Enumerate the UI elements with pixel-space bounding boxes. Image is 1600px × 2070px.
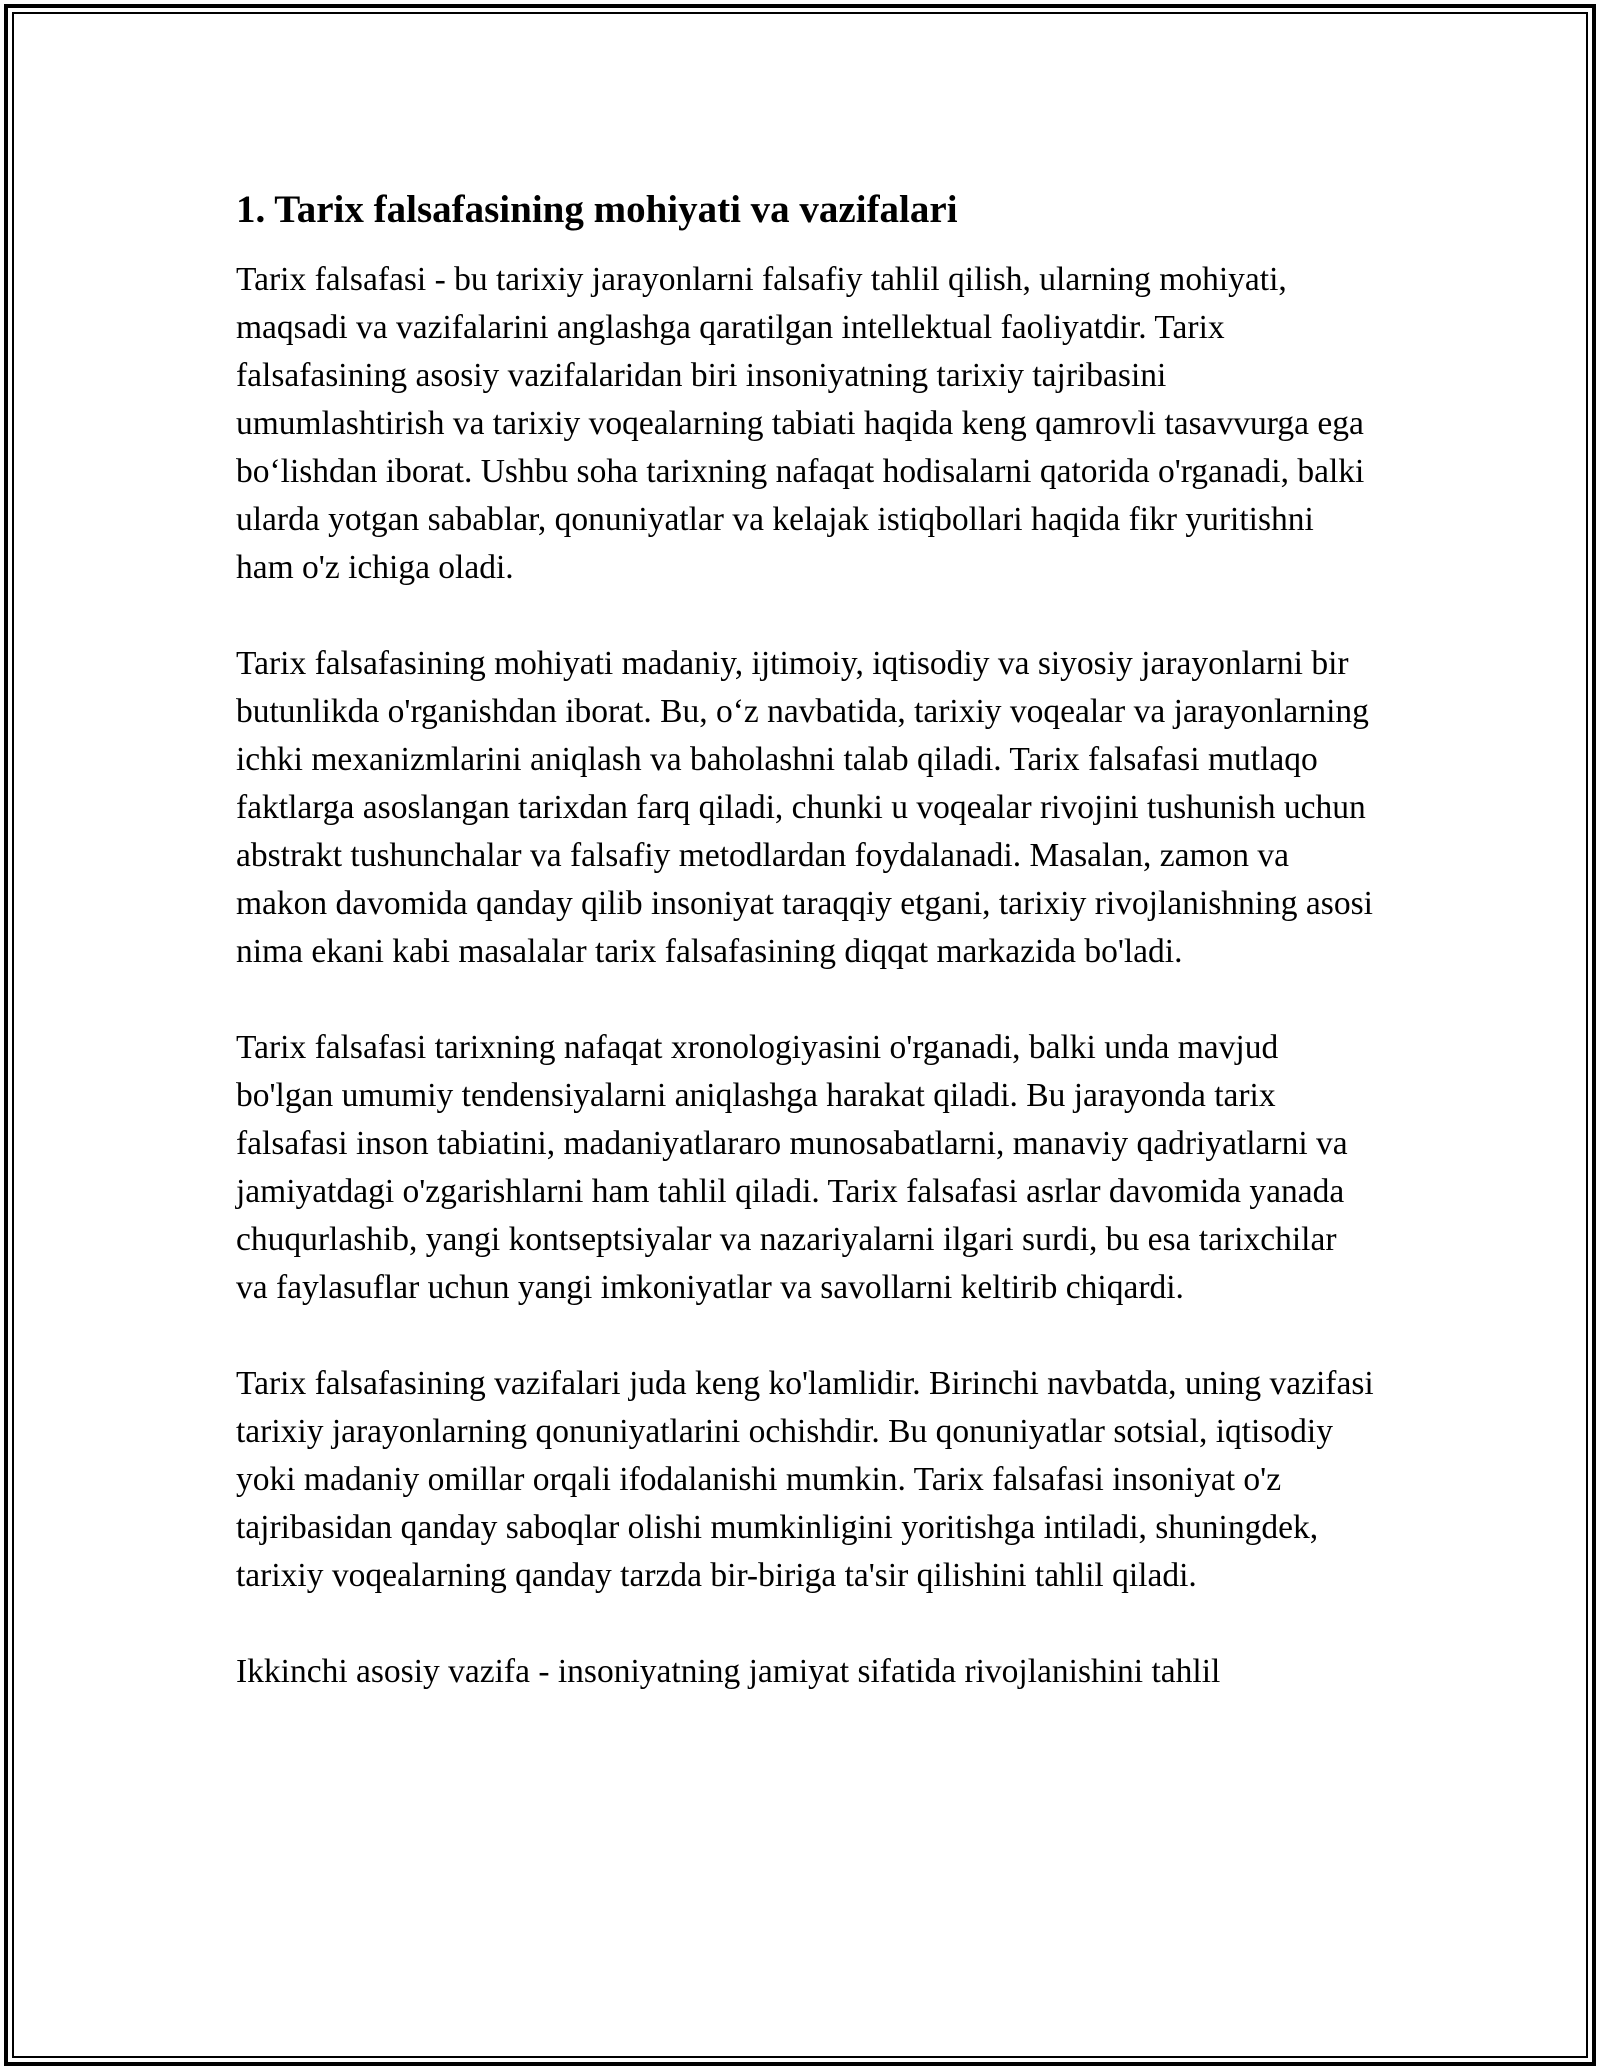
paragraph-4: Tarix falsafasining vazifalari juda keng ko'lamlidir. Birinchi navbatda, uning vazifasi tarixiy jarayonlarning qonuniyatlarini ochishdir. Bu qonuniyatlar sotsial, iqtisodiy yoki madaniy omillar orqali ifodalanishi mumkin. Tarix falsafasi insoniyat o'z tajribasidan qanday saboqlar olishi mumkinligini yoritishga intiladi, shuningdek, tarixiy voqealarning qanday tarzda bir-biriga ta'sir qilishini tahlil qiladi. [236,1365,1374,1594]
paragraph-3: Tarix falsafasi tarixning nafaqat xronologiyasini o'rganadi, balki unda mavjud bo'lgan umumiy tendensiyalarni aniqlashga harakat qiladi. Bu jarayonda tarix falsafasi inson tabiatini, madaniyatlararo munosabatlarni, manaviy qadriyatlarni va jamiyatdagi o'zgarishlarni ham tahlil qiladi. Tarix falsafasi asrlar davomida yanada chuqurlashib, yangi kontseptsiyalar va nazariyalarni ilgari surdi, bu esa tarixchilar va faylasuflar uchun yangi imkoniyatlar va savollarni keltirib chiqardi. [236,1029,1348,1306]
paragraph-5: Ikkinchi asosiy vazifa - insoniyatning jamiyat sifatida rivojlanishini tahlil [236,1653,1221,1690]
paragraph-2: Tarix falsafasining mohiyati madaniy, ijtimoiy, iqtisodiy va siyosiy jarayonlarni bir butunlikda o'rganishdan iborat. Bu, o‘z navbatida, tarixiy voqealar va jarayonlarning ichki mexanizmlarini aniqlash va baholashni talab qiladi. Tarix falsafasi mutlaqo faktlarga asoslangan tarixdan farq qiladi, chunki u voqealar rivojini tushunish uchun abstrakt tushunchalar va falsafiy metodlardan foydalanadi. Masalan, zamon va makon davomida qanday qilib insoniyat taraqqiy etgani, tarixiy rivojlanishning asosi nima ekani kabi masalalar tarix falsafasining diqqat markazida bo'ladi. [236,645,1373,970]
section-heading: 1. Tarix falsafasining mohiyati va vazifalari [236,188,958,231]
document-body [236,186,1376,1744]
paragraph-1: Tarix falsafasi - bu tarixiy jarayonlarni falsafiy tahlil qilish, ularning mohiyati, maqsadi va vazifalarini anglashga qaratilgan intellektual faoliyatdir. Tarix falsafasining asosiy vazifalaridan biri insoniyatning tarixiy tajribasini umumlashtirish va tarixiy voqealarning tabiati haqida keng qamrovli tasavvurga ega bo‘lishdan iborat. Ushbu soha tarixning nafaqat hodisalarni qatorida o'rganadi, balki ularda yotgan sabablar, qonuniyatlar va kelajak istiqbollari haqida fikr yuritishni ham o'z ichiga oladi. [236,261,1365,586]
